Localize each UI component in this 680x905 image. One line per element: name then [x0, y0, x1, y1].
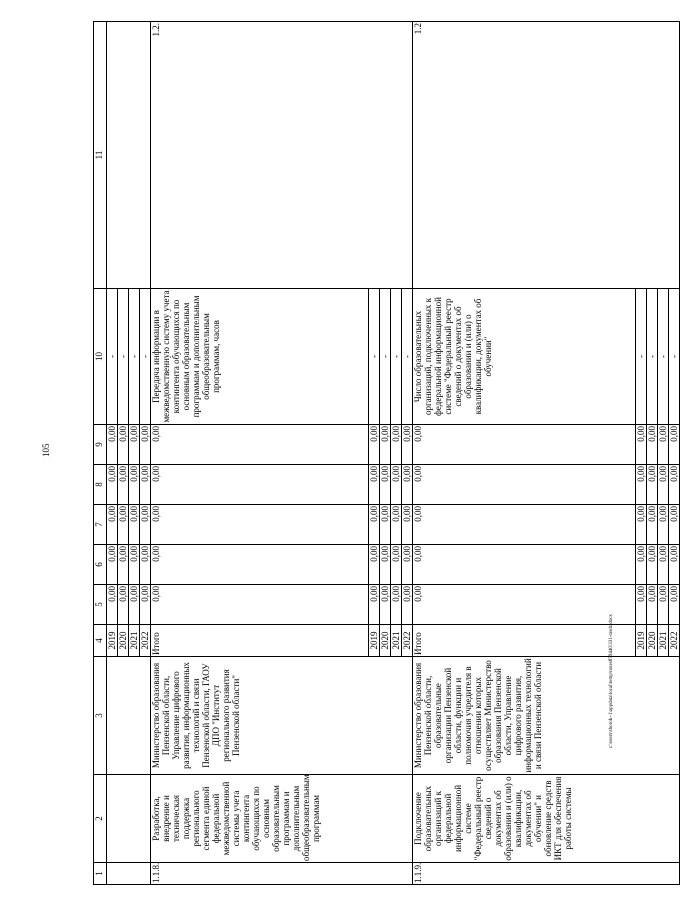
value-cell: 0,00	[129, 425, 140, 465]
file-path-footer: c:\users\shorok~1\appdata\local\temp\notes879440\331-rasdz.docx	[609, 614, 614, 748]
col-header: 10	[94, 289, 107, 425]
item-name-cell	[107, 775, 151, 863]
col-header: 8	[94, 465, 107, 505]
value-cell: 0,00	[669, 585, 680, 625]
value-cell: 0,00	[107, 545, 118, 585]
value-cell: 0,00	[402, 425, 413, 465]
year-label: 2021	[391, 625, 402, 657]
indicator-cell: -	[658, 289, 669, 425]
col-header: 7	[94, 505, 107, 545]
value-cell: 0,00	[369, 545, 380, 585]
value-cell: 0,00	[140, 585, 151, 625]
value-cell: 0,00	[669, 505, 680, 545]
value-cell: 0,00	[391, 465, 402, 505]
indicator-cell: -	[669, 289, 680, 425]
value-cell: 0,00	[129, 505, 140, 545]
executor-cell: Министерство образования Пензенской области, образовательные организации Пензенской области, функции и полномочия учредителя в отношении которых осуществляет Министерство образования Пензенской области, Управление цифрового развития, информационных технологий и связи Пензенской области	[413, 657, 680, 775]
indicator-cell: Число образовательных организаций, подключенных к федеральной информационной системе "Федеральный реестр сведений о документах об образовании и (или) о квалификации, документах об обучении"	[413, 289, 636, 425]
value-cell: 0,00	[107, 585, 118, 625]
indicator-cell: Передача информации в межведомственную систему учета контингента обучающихся по основным образовательным программам и дополнительным общеобразовательным программам, часов	[151, 289, 369, 425]
value-cell: 0,00	[129, 545, 140, 585]
value-cell: 0,00	[140, 465, 151, 505]
value-cell: 0,00	[413, 585, 636, 625]
reference-cell: 1.2	[413, 22, 680, 289]
value-cell: 0,00	[658, 585, 669, 625]
value-cell: 0,00	[391, 545, 402, 585]
year-label: 2021	[129, 625, 140, 657]
header-row	[94, 22, 107, 885]
page-number: 105	[41, 443, 51, 457]
value-cell: 0,00	[636, 425, 647, 465]
value-cell: 0,00	[151, 425, 369, 465]
value-cell: 0,00	[118, 585, 129, 625]
col-header: 6	[94, 545, 107, 585]
indicator-cell: -	[647, 289, 658, 425]
value-cell: 0,00	[647, 425, 658, 465]
col-header: 4	[94, 625, 107, 657]
value-cell: 0,00	[636, 585, 647, 625]
value-cell: 0,00	[669, 545, 680, 585]
value-cell: 0,00	[658, 425, 669, 465]
year-label: 2021	[658, 625, 669, 657]
value-cell: 0,00	[380, 585, 391, 625]
value-cell: 0,00	[140, 545, 151, 585]
indicator-cell: -	[402, 289, 413, 425]
value-cell: 0,00	[107, 505, 118, 545]
value-cell: 0,00	[369, 465, 380, 505]
value-cell: 0,00	[369, 425, 380, 465]
year-label: 2019	[636, 625, 647, 657]
value-cell: 0,00	[636, 465, 647, 505]
value-cell: 0,00	[658, 465, 669, 505]
value-cell: 0,00	[402, 465, 413, 505]
value-cell: 0,00	[402, 545, 413, 585]
value-cell: 0,00	[118, 465, 129, 505]
item-number-cell	[107, 863, 151, 885]
indicator-cell: -	[129, 289, 140, 425]
value-cell: 0,00	[151, 465, 369, 505]
item-name-cell: Разработка, внедрение и техническая поддержка регионального сегмента единой федеральной межведомственной системы учета контингента обучающихся по основным образовательным программам и дополнительным общеобразовательным программам	[151, 775, 413, 863]
year-label: 2019	[369, 625, 380, 657]
value-cell: 0,00	[107, 465, 118, 505]
table-row	[107, 22, 118, 885]
value-cell: 0,00	[380, 465, 391, 505]
executor-cell	[107, 657, 151, 775]
value-cell: 0,00	[413, 425, 636, 465]
value-cell: 0,00	[129, 465, 140, 505]
year-label: 2020	[118, 625, 129, 657]
value-cell: 0,00	[636, 505, 647, 545]
year-label: 2020	[647, 625, 658, 657]
reference-cell	[107, 22, 151, 289]
value-cell: 0,00	[140, 425, 151, 465]
value-cell: 0,00	[151, 505, 369, 545]
value-cell: 0,00	[647, 465, 658, 505]
value-cell: 0,00	[413, 505, 636, 545]
value-cell: 0,00	[413, 465, 636, 505]
value-cell: 0,00	[118, 505, 129, 545]
col-header: 3	[94, 657, 107, 775]
year-label: 2022	[669, 625, 680, 657]
indicator-cell: -	[140, 289, 151, 425]
col-header: 2	[94, 775, 107, 863]
col-header: 11	[94, 22, 107, 289]
value-cell: 0,00	[129, 585, 140, 625]
indicator-cell: -	[369, 289, 380, 425]
executor-cell: Министерство образования Пензенской области, Управление цифрового развития, информационных технологий и связи Пензенской области, ГАОУ ДПО "Институт регионального развития Пензенской области"	[151, 657, 413, 775]
item-number-cell: 1.1.8.	[151, 863, 413, 885]
value-cell: 0,00	[391, 505, 402, 545]
itogo-label: Итого	[413, 625, 636, 657]
value-cell: 0,00	[140, 505, 151, 545]
value-cell: 0,00	[380, 545, 391, 585]
value-cell: 0,00	[391, 585, 402, 625]
col-header: 5	[94, 585, 107, 625]
value-cell: 0,00	[636, 545, 647, 585]
value-cell: 0,00	[647, 545, 658, 585]
value-cell: 0,00	[369, 505, 380, 545]
indicator-cell: -	[380, 289, 391, 425]
indicator-cell: -	[391, 289, 402, 425]
value-cell: 0,00	[107, 425, 118, 465]
value-cell: 0,00	[118, 425, 129, 465]
indicator-cell: -	[107, 289, 118, 425]
value-cell: 0,00	[658, 505, 669, 545]
item-name-cell: Подключение образовательных организаций к федеральной информационной системе "Федеральный реестр сведений о документах об образовании и (или) о квалификации, документах об обучении" и обновление средств ИКТ для обеспечения работы системы	[413, 775, 680, 863]
indicator-cell: -	[118, 289, 129, 425]
value-cell: 0,00	[369, 585, 380, 625]
value-cell: 0,00	[151, 545, 369, 585]
item-number-cell: 1.1.9.	[413, 863, 680, 885]
reference-cell: 1.2.	[151, 22, 413, 289]
year-label: 2022	[140, 625, 151, 657]
year-label: 2020	[380, 625, 391, 657]
value-cell: 0,00	[380, 425, 391, 465]
col-header: 9	[94, 425, 107, 465]
value-cell: 0,00	[402, 505, 413, 545]
value-cell: 0,00	[402, 585, 413, 625]
value-cell: 0,00	[658, 545, 669, 585]
value-cell: 0,00	[151, 585, 369, 625]
value-cell: 0,00	[391, 425, 402, 465]
indicator-cell: -	[636, 289, 647, 425]
value-cell: 0,00	[669, 425, 680, 465]
value-cell: 0,00	[413, 545, 636, 585]
value-cell: 0,00	[647, 585, 658, 625]
value-cell: 0,00	[669, 465, 680, 505]
value-cell: 0,00	[380, 505, 391, 545]
value-cell: 0,00	[647, 505, 658, 545]
year-label: 2019	[107, 625, 118, 657]
value-cell: 0,00	[118, 545, 129, 585]
itogo-label: Итого	[151, 625, 369, 657]
table-row	[151, 22, 369, 885]
program-table	[93, 21, 680, 885]
year-label: 2022	[402, 625, 413, 657]
col-header: 1	[94, 863, 107, 885]
table-row	[413, 22, 636, 885]
